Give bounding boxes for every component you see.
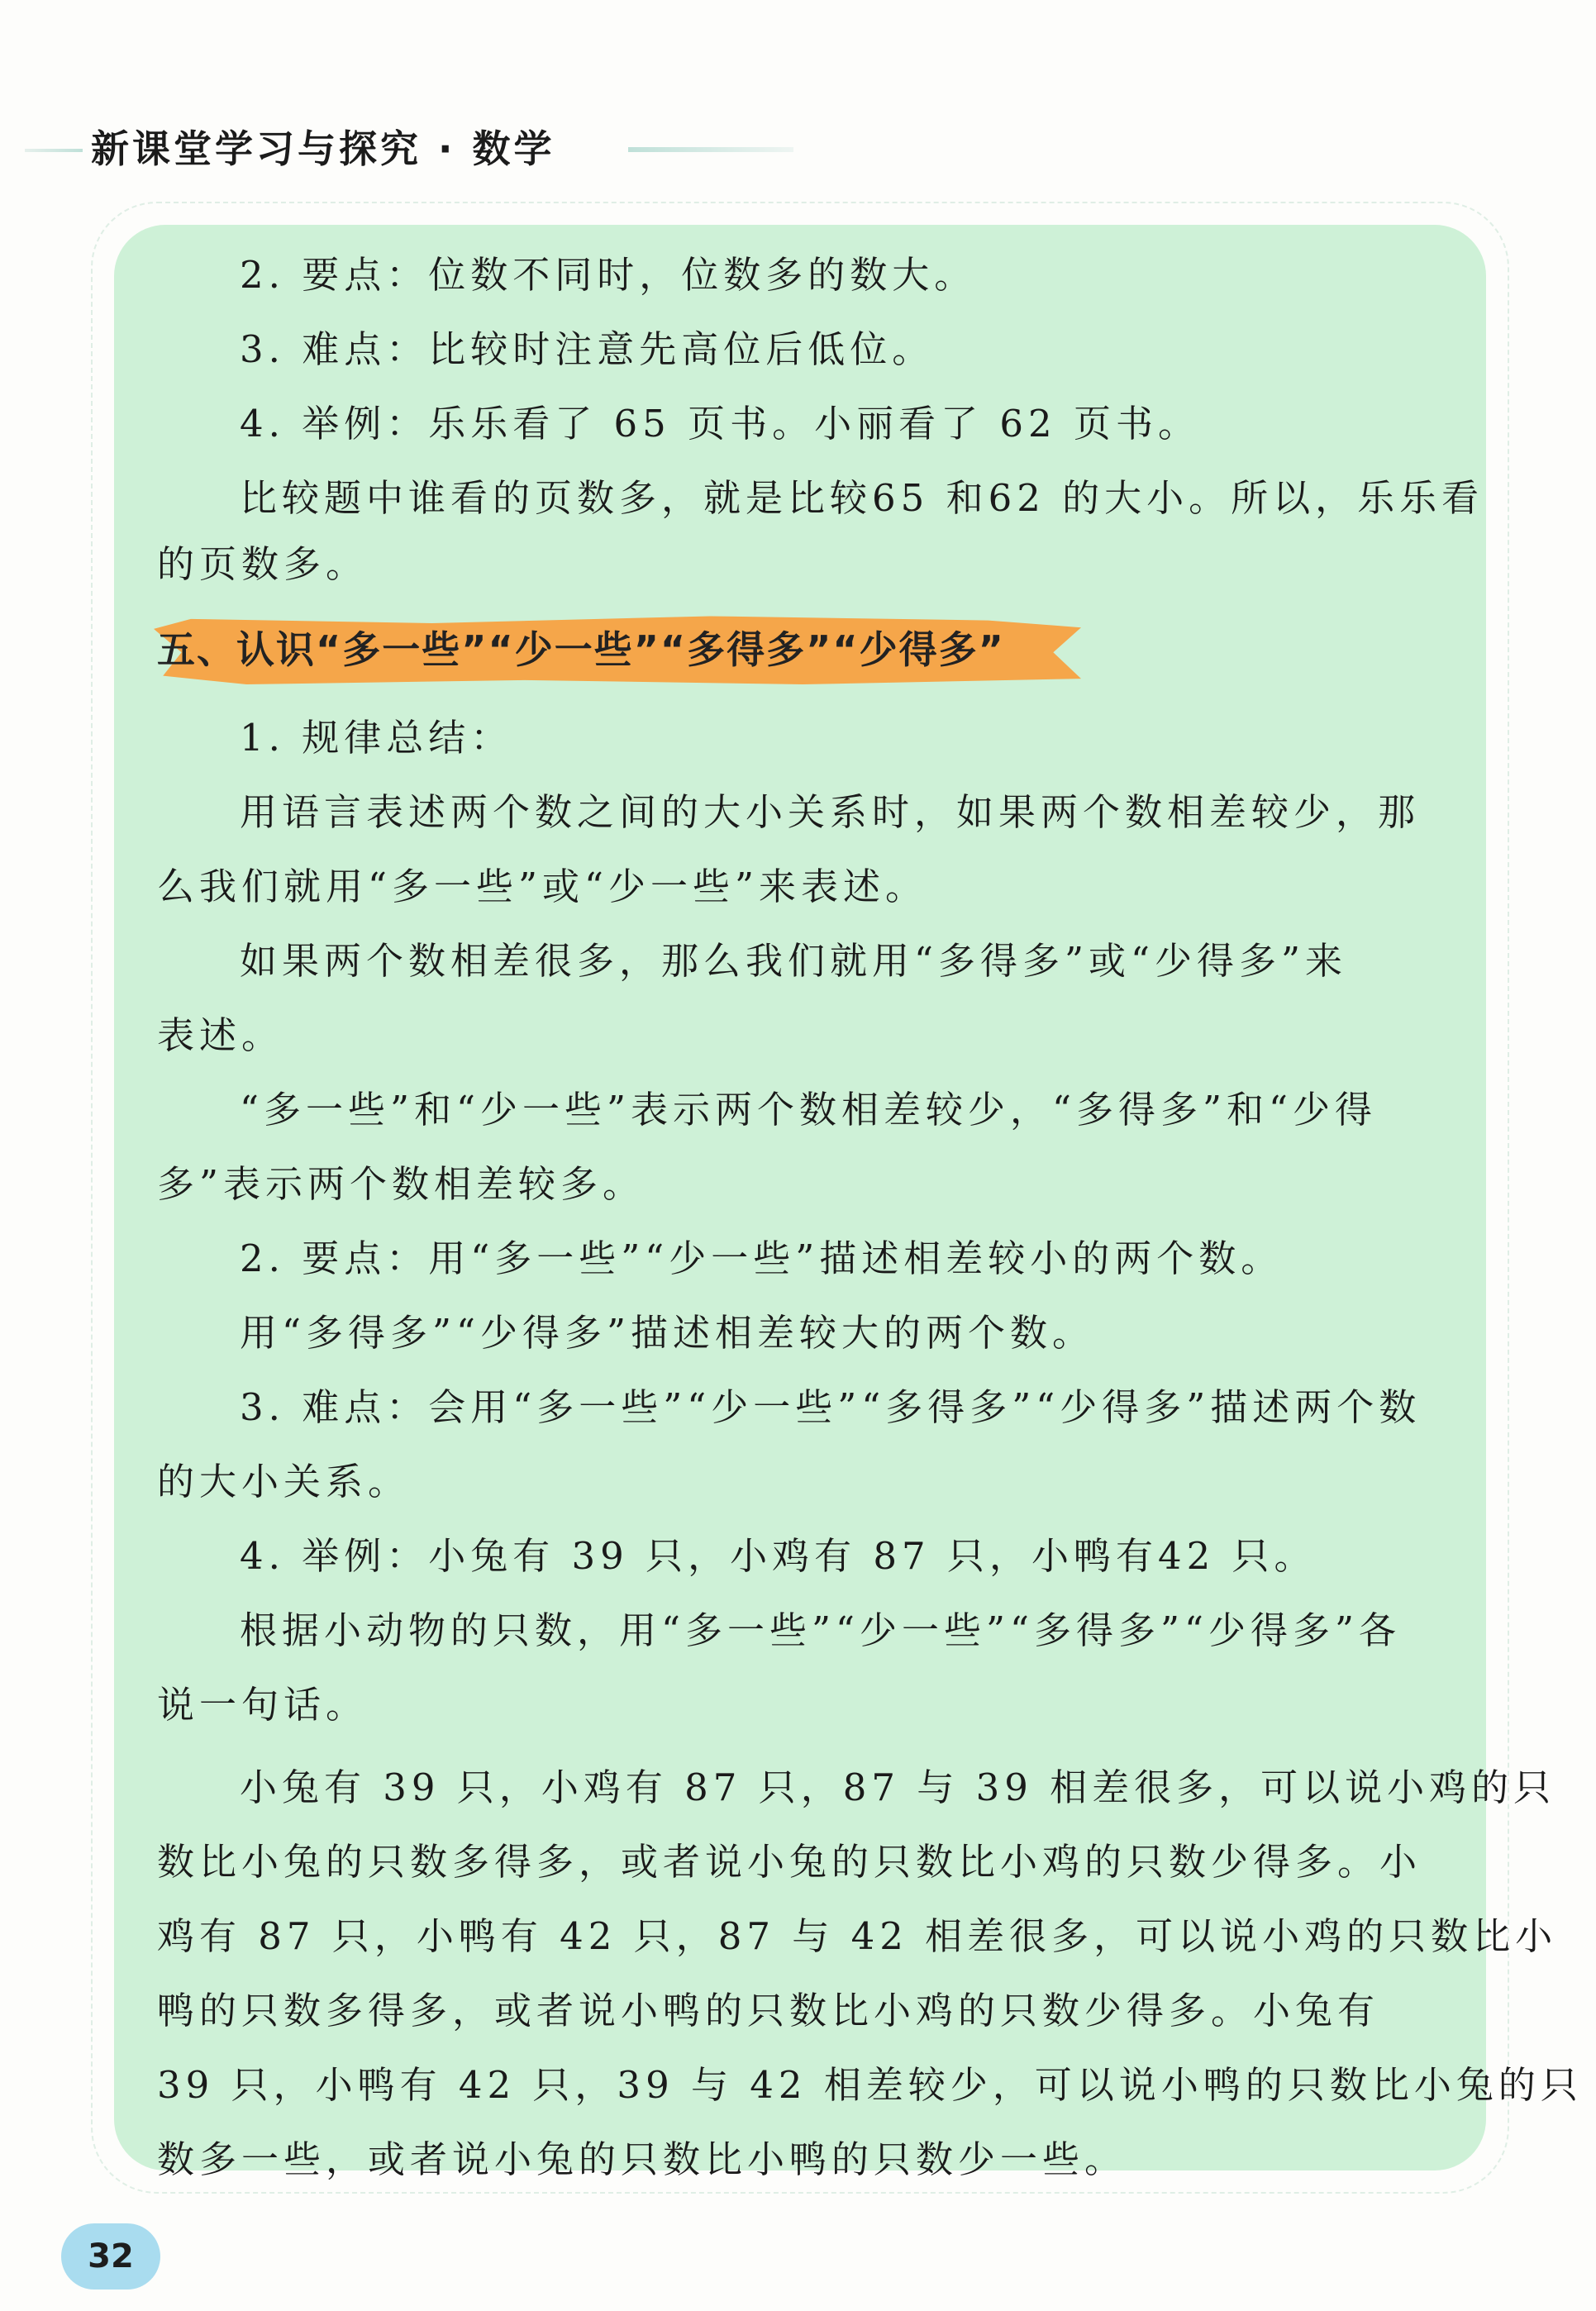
difficulty-line-1: 3. 难点：会用“多一些”“少一些”“多得多”“少得多”描述两个数 xyxy=(240,1385,1422,1429)
header-title: 新课堂学习与探究 · 数学 xyxy=(91,126,555,171)
section-heading: 五、认识“多一些”“少一些”“多得多”“少得多” xyxy=(157,627,1005,672)
page-number: 32 xyxy=(61,2223,160,2290)
answer-line-4: 鸭的只数多得多，或者说小鸭的只数比小鸡的只数少得多。小兔有 xyxy=(157,1989,1380,2032)
example-explanation-line-1: 比较题中谁看的页数多，就是比较65 和62 的大小。所以，乐乐看 xyxy=(240,476,1484,520)
header-decor-line-left xyxy=(25,149,83,152)
answer-line-1: 小兔有 39 只，小鸡有 87 只，87 与 39 相差很多，可以说小鸡的只 xyxy=(240,1765,1556,1809)
rule-summary-line-5: “多一些”和“少一些”表示两个数相差较少，“多得多”和“少得 xyxy=(240,1088,1378,1132)
example-line-2: 根据小动物的只数，用“多一些”“少一些”“多得多”“少得多”各 xyxy=(240,1608,1402,1652)
example-line-1: 4. 举例：小兔有 39 只，小鸡有 87 只，小鸭有42 只。 xyxy=(240,1534,1317,1578)
answer-line-3: 鸡有 87 只，小鸭有 42 只，87 与 42 相差很多，可以说小鸡的只数比小 xyxy=(157,1914,1558,1958)
answer-line-6: 数多一些，或者说小兔的只数比小鸭的只数少一些。 xyxy=(157,2137,1127,2181)
difficulty-3-line: 3. 难点：比较时注意先高位后低位。 xyxy=(240,327,935,371)
rule-summary-line-4: 表述。 xyxy=(157,1013,284,1057)
rule-summary-line-6: 多”表示两个数相差较多。 xyxy=(157,1162,646,1206)
example-4-line: 4. 举例：乐乐看了 65 页书。小丽看了 62 页书。 xyxy=(240,402,1200,446)
answer-line-2: 数比小兔的只数多得多，或者说小兔的只数比小鸡的只数少得多。小 xyxy=(157,1840,1422,1884)
key-point-line-1: 2. 要点：用“多一些”“少一些”描述相差较小的两个数。 xyxy=(240,1237,1284,1280)
difficulty-line-2: 的大小关系。 xyxy=(157,1460,411,1503)
rule-summary-title: 1. 规律总结： xyxy=(240,716,513,760)
point-2-line: 2. 要点：位数不同时，位数多的数大。 xyxy=(240,253,977,297)
header-decor-line-right xyxy=(628,147,793,152)
rule-summary-line-3: 如果两个数相差很多，那么我们就用“多得多”或“少得多”来 xyxy=(240,939,1348,983)
example-explanation-line-2: 的页数多。 xyxy=(157,542,369,586)
rule-summary-line-1: 用语言表述两个数之间的大小关系时，如果两个数相差较少，那 xyxy=(240,790,1421,834)
rule-summary-line-2: 么我们就用“多一些”或“少一些”来表述。 xyxy=(157,865,928,908)
answer-line-5: 39 只，小鸭有 42 只，39 与 42 相差较少，可以说小鸭的只数比小兔的只 xyxy=(157,2063,1583,2107)
example-line-3: 说一句话。 xyxy=(157,1683,369,1727)
key-point-line-2: 用“多得多”“少得多”描述相差较大的两个数。 xyxy=(240,1311,1095,1355)
page-header xyxy=(0,116,1596,182)
